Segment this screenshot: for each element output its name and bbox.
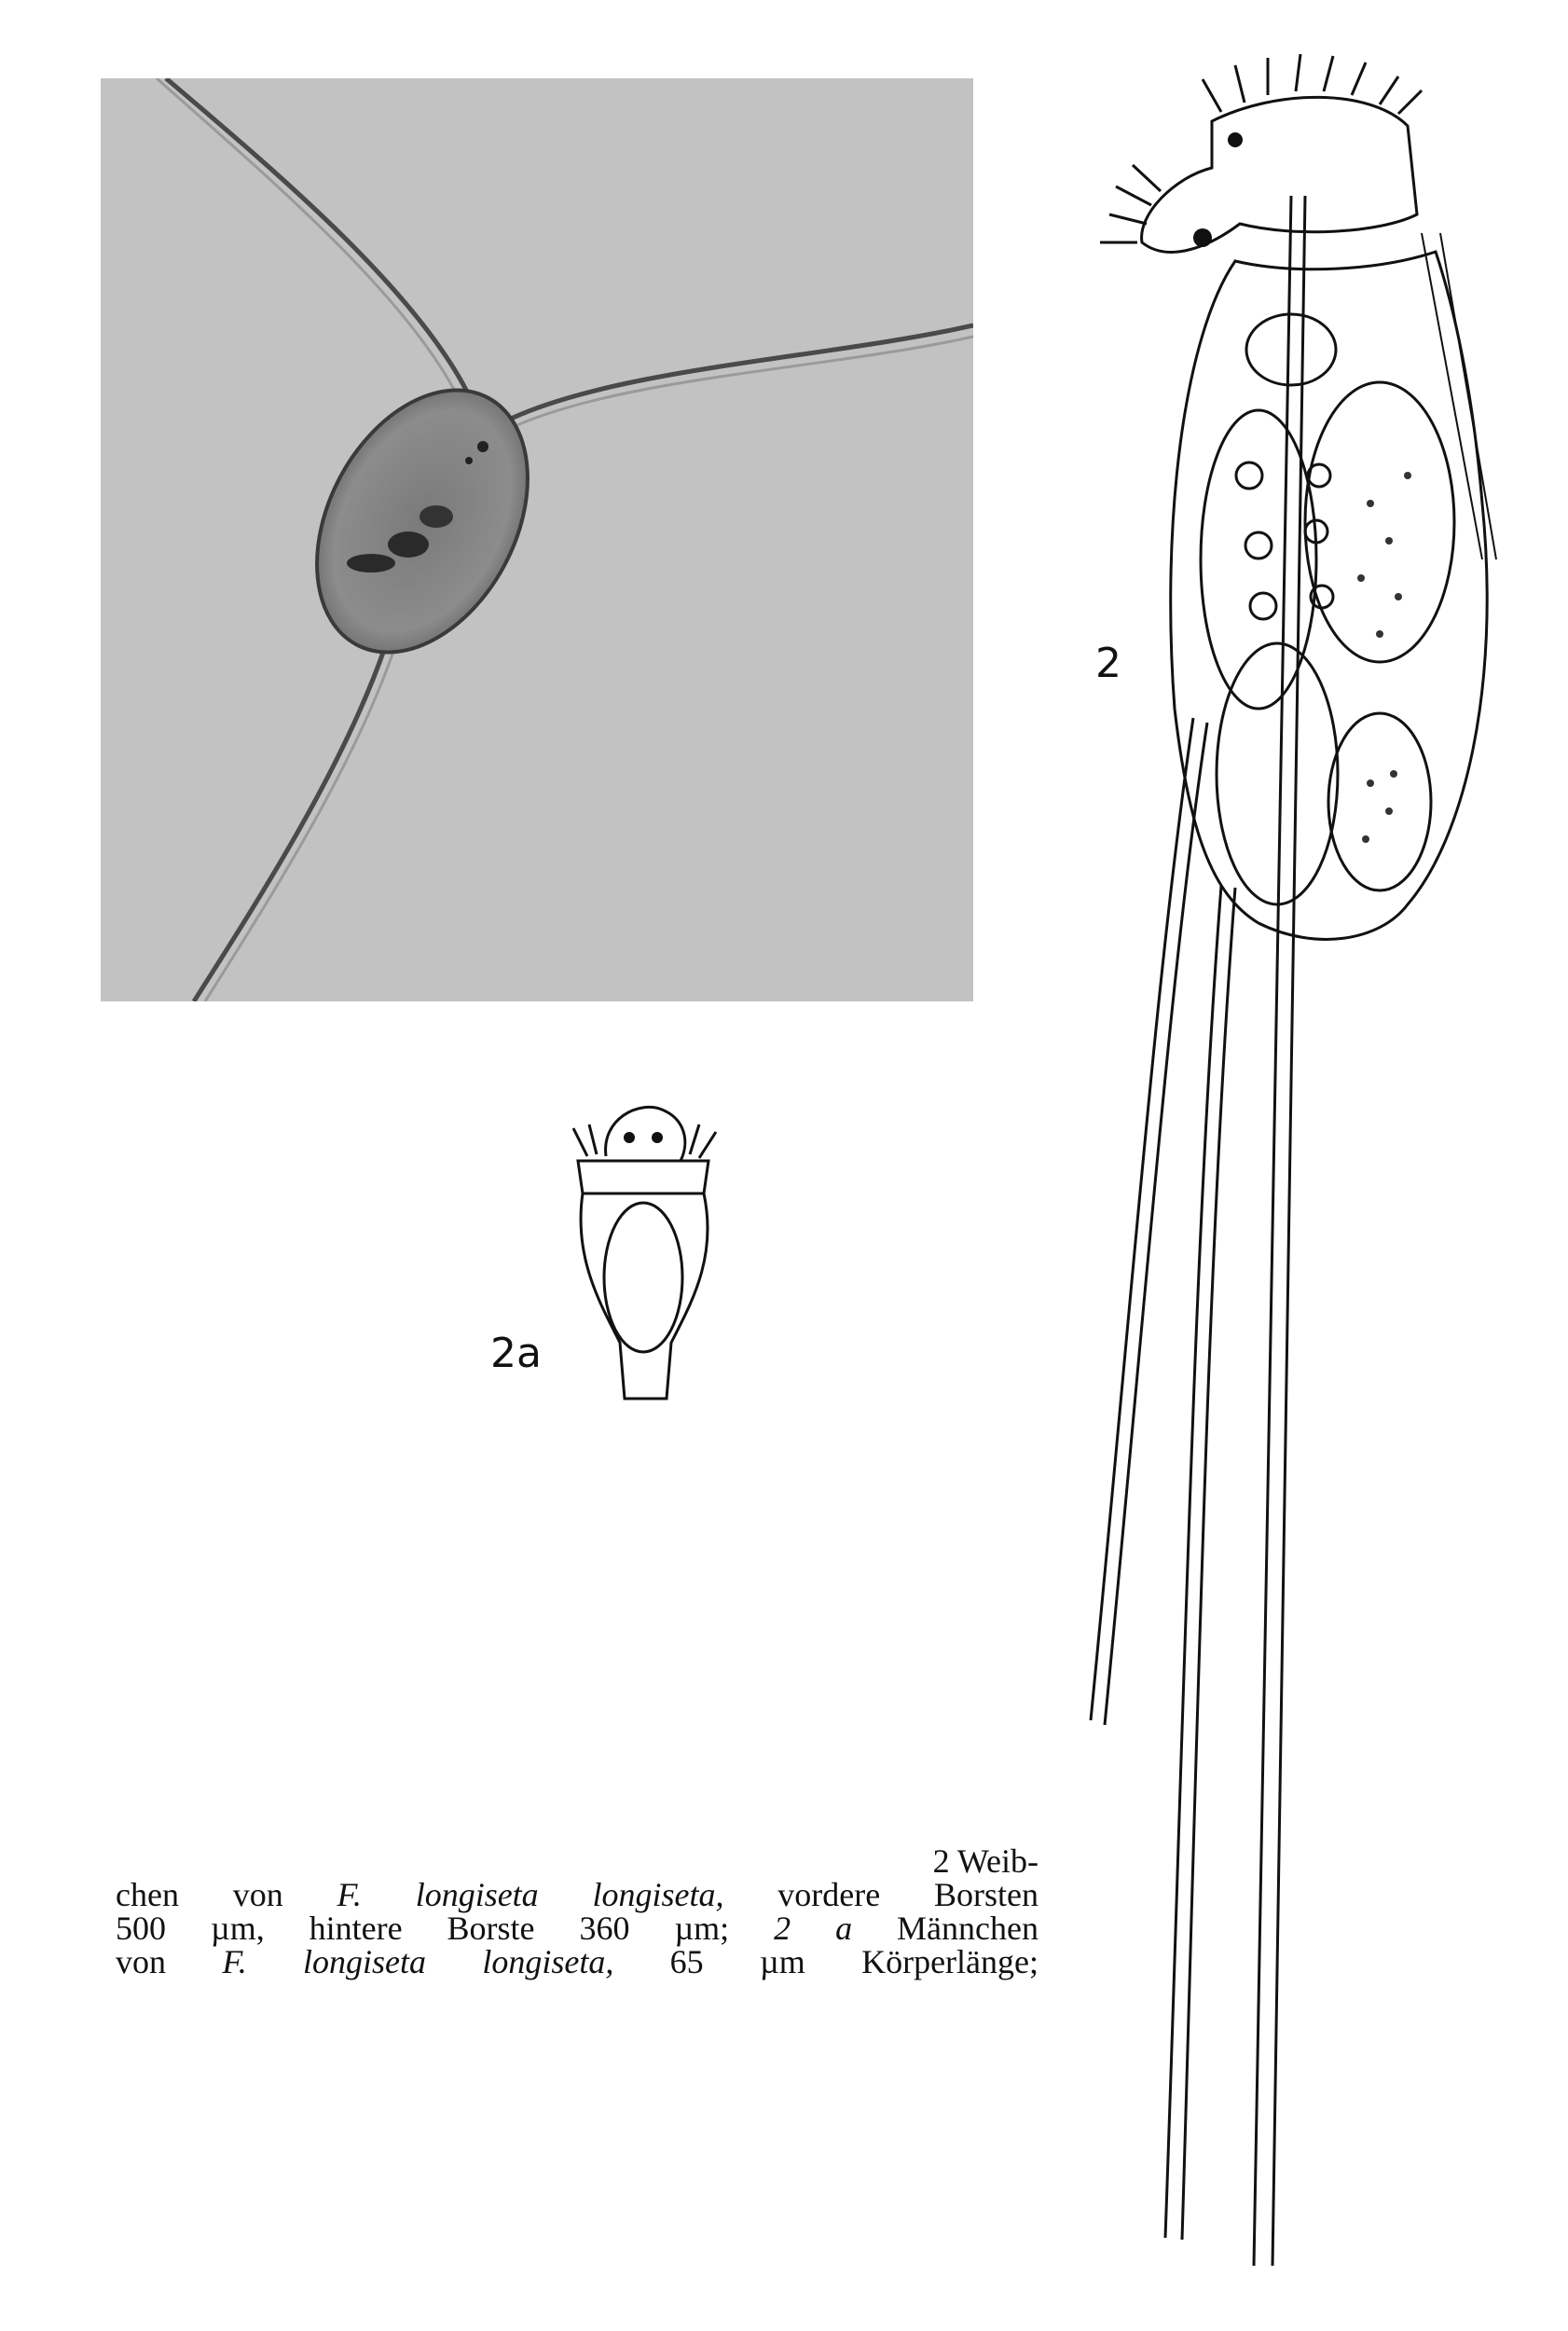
bristle-posterior	[1165, 886, 1221, 2238]
eyespot-1	[1228, 132, 1243, 147]
male-corona	[578, 1161, 708, 1193]
vacuole-3	[1250, 593, 1276, 619]
caption-line-4-start: von	[116, 1943, 223, 1980]
caption-figure-ref: 2 a	[774, 1910, 853, 1947]
vacuole-2	[1245, 532, 1272, 559]
body-spot-1	[477, 441, 488, 452]
male-eyespot-2	[652, 1132, 663, 1143]
body-organ-3	[347, 554, 395, 572]
bristle-anterior-1	[1254, 196, 1291, 2266]
caption-line-3	[116, 1911, 1038, 1945]
cilia-top	[1203, 54, 1422, 114]
caption-line-2	[116, 1878, 1038, 1911]
side-stripe-outer	[1422, 233, 1482, 559]
micrograph-photo	[101, 78, 973, 1001]
photo-background	[101, 78, 973, 1001]
caption-line-3-start: 500 µm, hintere Borste 360 µm;	[116, 1910, 775, 1947]
caption-species-name-1: F. longiseta longiseta,	[337, 1876, 724, 1913]
drawing-male	[550, 1091, 736, 1417]
organ-intestine	[1328, 713, 1431, 890]
side-stripe-inner	[1440, 233, 1496, 559]
drawing-female-svg	[1072, 37, 1557, 2266]
caption-species-name-2: F. longiseta longiseta,	[222, 1943, 614, 1980]
vacuole-4	[1308, 464, 1330, 487]
head-outline	[1142, 97, 1417, 252]
figure-label-male: 2a	[490, 1330, 542, 1377]
organ-stomach	[1305, 382, 1454, 662]
bristle-anterior-2	[1091, 718, 1193, 1720]
organ-mastax	[1246, 314, 1336, 385]
bristle-anterior-2b	[1105, 723, 1207, 1725]
male-body	[581, 1193, 708, 1399]
drawing-male-svg	[550, 1091, 736, 1417]
male-testis	[604, 1203, 682, 1352]
body-organ-1	[388, 531, 429, 558]
caption-line-4	[116, 1945, 1038, 1979]
drawing-female	[1072, 37, 1557, 2266]
body-organ-2	[420, 505, 453, 528]
figure-label-female: 2	[1095, 640, 1121, 687]
body-spot-2	[465, 457, 473, 464]
male-cilia	[573, 1124, 716, 1158]
figure-caption	[116, 1844, 1038, 1979]
cilia-left	[1100, 165, 1161, 242]
male-eyespot-1	[624, 1132, 635, 1143]
vacuole-1	[1236, 462, 1262, 489]
caption-line-4-end: 65 µm Körperlänge;	[613, 1943, 1038, 1980]
caption-line-1: 2 Weib-	[932, 1842, 1038, 1880]
micrograph-svg	[101, 78, 973, 1001]
caption-line-2-start: chen von	[116, 1876, 337, 1913]
organ-egg	[1217, 643, 1338, 904]
body-outline	[1171, 252, 1487, 939]
male-head	[606, 1107, 685, 1161]
eyespot-2	[1193, 228, 1212, 247]
caption-line-3-end: Männchen	[852, 1910, 1038, 1947]
caption-line-2-end: vordere Borsten	[723, 1876, 1038, 1913]
bristle-anterior-1b	[1272, 196, 1305, 2266]
